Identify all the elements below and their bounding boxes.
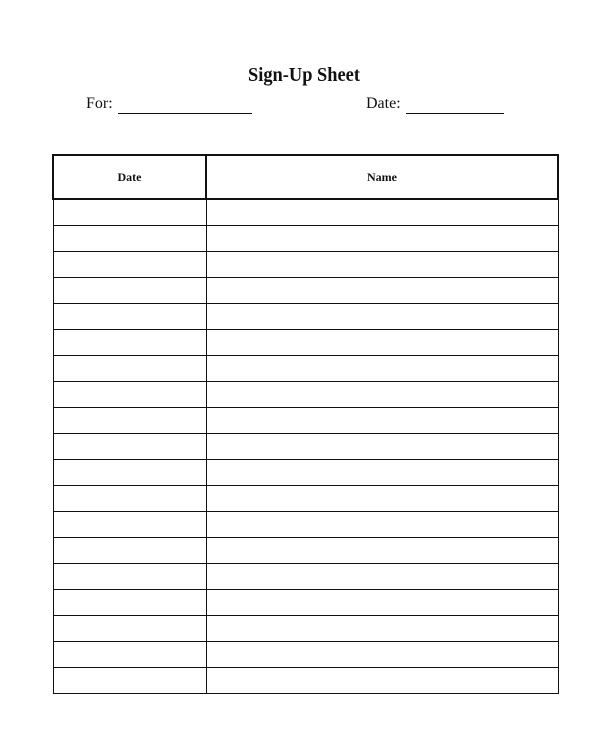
signup-table: [52, 154, 559, 694]
table-row: [53, 512, 558, 538]
name-cell[interactable]: [206, 564, 558, 590]
table-body: [53, 199, 558, 694]
date-cell[interactable]: [53, 590, 206, 616]
column-header-name: Name: [206, 155, 558, 199]
table-row: [53, 382, 558, 408]
table-row: [53, 486, 558, 512]
table-row: [53, 252, 558, 278]
date-cell[interactable]: [53, 304, 206, 330]
table-row: [53, 616, 558, 642]
date-cell[interactable]: [53, 668, 206, 694]
date-cell[interactable]: [53, 460, 206, 486]
column-header-date: Date: [53, 155, 206, 199]
table-row: [53, 199, 558, 226]
date-blank-line[interactable]: [406, 96, 504, 114]
table-row: [53, 460, 558, 486]
date-cell[interactable]: [53, 382, 206, 408]
name-cell[interactable]: [206, 382, 558, 408]
date-cell[interactable]: [53, 199, 206, 226]
name-cell[interactable]: [206, 486, 558, 512]
date-cell[interactable]: [53, 408, 206, 434]
table-row: [53, 408, 558, 434]
for-label: For:: [86, 95, 113, 112]
name-cell[interactable]: [206, 590, 558, 616]
name-cell[interactable]: [206, 616, 558, 642]
table-header-row: [53, 155, 558, 199]
date-field: [366, 94, 504, 114]
name-cell[interactable]: [206, 304, 558, 330]
date-cell[interactable]: [53, 616, 206, 642]
name-cell[interactable]: [206, 356, 558, 382]
date-label: Date:: [366, 95, 401, 112]
table-row: [53, 538, 558, 564]
table-row: [53, 330, 558, 356]
table-row: [53, 590, 558, 616]
table-row: [53, 642, 558, 668]
date-cell[interactable]: [53, 642, 206, 668]
name-cell[interactable]: [206, 668, 558, 694]
date-cell[interactable]: [53, 330, 206, 356]
name-cell[interactable]: [206, 642, 558, 668]
date-cell[interactable]: [53, 434, 206, 460]
name-cell[interactable]: [206, 226, 558, 252]
name-cell[interactable]: [206, 538, 558, 564]
page-title: Sign-Up Sheet: [248, 64, 360, 86]
for-field: [86, 94, 252, 114]
table-row: [53, 226, 558, 252]
date-cell[interactable]: [53, 538, 206, 564]
table-row: [53, 434, 558, 460]
name-cell[interactable]: [206, 434, 558, 460]
date-cell[interactable]: [53, 356, 206, 382]
for-blank-line[interactable]: [118, 96, 252, 114]
name-cell[interactable]: [206, 199, 558, 226]
table-row: [53, 278, 558, 304]
table-row: [53, 668, 558, 694]
name-cell[interactable]: [206, 408, 558, 434]
table-row: [53, 304, 558, 330]
date-cell[interactable]: [53, 512, 206, 538]
name-cell[interactable]: [206, 512, 558, 538]
name-cell[interactable]: [206, 330, 558, 356]
date-cell[interactable]: [53, 226, 206, 252]
date-cell[interactable]: [53, 564, 206, 590]
date-cell[interactable]: [53, 486, 206, 512]
date-cell[interactable]: [53, 252, 206, 278]
name-cell[interactable]: [206, 278, 558, 304]
table-row: [53, 356, 558, 382]
name-cell[interactable]: [206, 460, 558, 486]
name-cell[interactable]: [206, 252, 558, 278]
date-cell[interactable]: [53, 278, 206, 304]
table-row: [53, 564, 558, 590]
